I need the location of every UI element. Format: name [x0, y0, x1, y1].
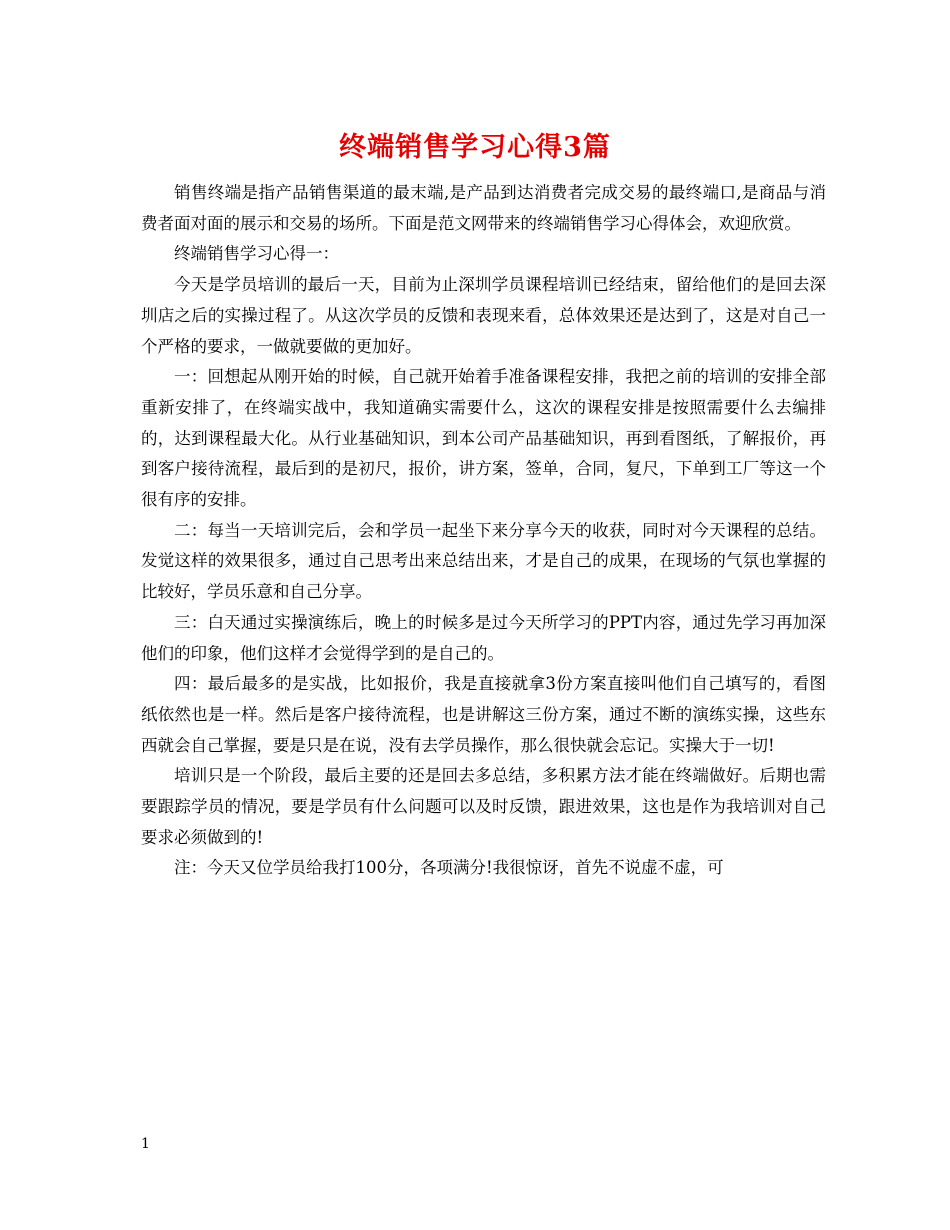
- document-body: [141, 178, 826, 884]
- paragraph-intro: 销售终端是指产品销售渠道的最末端,是产品到达消费者完成交易的最终端口,是商品与消费者面对面的展示和交易的场所。下面是范文网带来的终端销售学习心得体会，欢迎欣赏。: [141, 183, 826, 233]
- document-title: 终端销售学习心得3篇: [339, 132, 611, 163]
- paragraph-note: 注：今天又位学员给我打100分，各项满分!我很惊讶，首先不说虚不虚，可: [174, 858, 724, 878]
- paragraph: 四：最后最多的是实战，比如报价，我是直接就拿3份方案直接叫他们自己填写的，看图纸依然也是一样。然后是客户接待流程，也是讲解这三份方案，通过不断的演练实操，这些东西就会自己掌握，要是只是在说，没有去学员操作，那么很快就会忘记。实操大于一切!: [141, 674, 826, 755]
- paragraph: 三：白天通过实操演练后，晚上的时候多是过今天所学习的PPT内容，通过先学习再加深他们的印象，他们这样才会觉得学到的是自己的。: [141, 612, 826, 663]
- paragraph: 一：回想起从刚开始的时候，自己就开始着手准备课程安排，我把之前的培训的安排全部重新安排了，在终端实战中，我知道确实需要什么，这次的课程安排是按照需要什么去编排的，达到课程最大化。从行业基础知识，到本公司产品基础知识，再到看图纸，了解报价，再到客户接待流程，最后到的是初尺，报价，讲方案，签单，合同，复尺，下单到工厂等这一个很有序的安排。: [141, 367, 826, 510]
- paragraph: 培训只是一个阶段，最后主要的还是回去多总结，多积累方法才能在终端做好。后期也需要跟踪学员的情况，要是学员有什么问题可以及时反馈，跟进效果，这也是作为我培训对自己要求必须做到的!: [141, 766, 826, 847]
- page-number: 1: [141, 1136, 150, 1152]
- paragraph: 今天是学员培训的最后一天，目前为止深圳学员课程培训已经结束，留给他们的是回去深圳店之后的实操过程了。从这次学员的反馈和表现来看，总体效果还是达到了，这是对自己一个严格的要求，一做就要做的更加好。: [141, 275, 826, 356]
- section-heading: 终端销售学习心得一：: [174, 244, 339, 264]
- paragraph: 二：每当一天培训完后，会和学员一起坐下来分享今天的收获，同时对今天课程的总结。发觉这样的效果很多，通过自己思考出来总结出来，才是自己的成果，在现场的气氛也掌握的比较好，学员乐意和自己分享。: [141, 520, 826, 602]
